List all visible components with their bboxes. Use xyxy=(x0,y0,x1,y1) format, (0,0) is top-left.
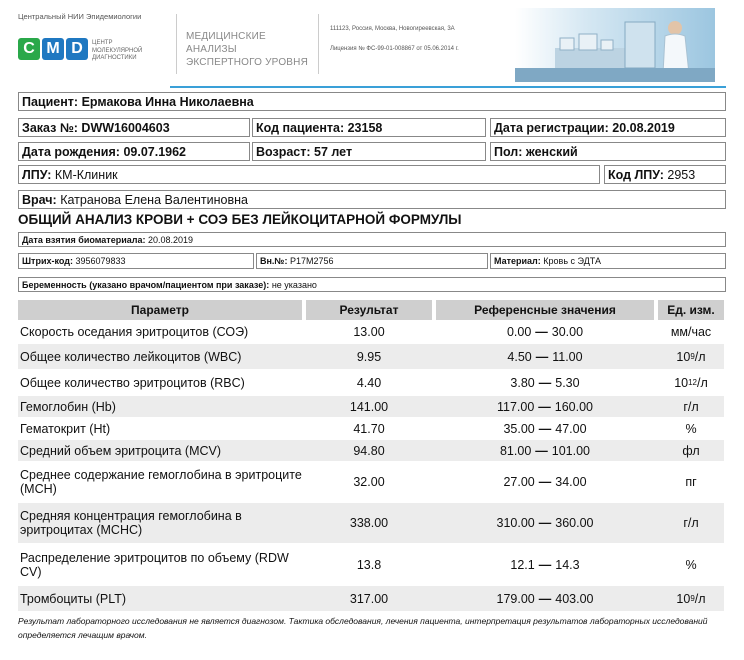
result-value: 13.8 xyxy=(356,557,382,572)
pregnancy-label: Беременность (указано врачом/пациентом при заказе): xyxy=(22,279,270,290)
unit-suffix: /л xyxy=(697,375,708,390)
parameter-name: Распределение эритроцитов по объему (RDW CV) xyxy=(20,550,289,579)
logo-letter-c: C xyxy=(18,38,40,60)
range-dash: — xyxy=(538,399,551,414)
parameter-name: Скорость оседания эритроцитов (СОЭ) xyxy=(20,325,249,339)
sex-box xyxy=(490,142,726,161)
reference-range xyxy=(436,396,654,417)
material-box xyxy=(490,253,726,269)
report-header xyxy=(0,0,744,90)
col-header-unit: Ед. изм. xyxy=(658,300,724,320)
parameter-name: Средний объем эритроцита (MCV) xyxy=(20,443,222,458)
reference-high: 360.00 xyxy=(555,516,594,530)
col-header-parameter: Параметр xyxy=(18,300,302,320)
patient-code: 23158 xyxy=(347,120,383,135)
age-box xyxy=(252,142,486,161)
unit xyxy=(658,418,724,439)
reference-range xyxy=(436,370,654,395)
result-value: 94.80 xyxy=(353,443,385,458)
doctor-label: Врач: xyxy=(22,192,57,207)
reference-high: 34.00 xyxy=(555,475,587,489)
range-dash: — xyxy=(538,516,552,530)
result-value: 13.00 xyxy=(353,325,385,339)
reference-low: 310.00 xyxy=(496,516,535,530)
parameter-name: Тромбоциты (PLT) xyxy=(20,591,127,606)
reference-low: 4.50 xyxy=(507,349,532,364)
lpu-code-label: Код ЛПУ: xyxy=(608,167,664,182)
doctor-box xyxy=(18,190,726,209)
unit-base: фл xyxy=(682,443,700,458)
institute-name: Центральный НИИ Эпидемиологии xyxy=(18,12,142,21)
table-row xyxy=(18,586,724,611)
unit xyxy=(658,544,724,585)
header-divider xyxy=(318,14,319,74)
range-dash: — xyxy=(535,325,548,339)
unit xyxy=(658,396,724,417)
table-row xyxy=(18,418,724,439)
reference-high: 47.00 xyxy=(555,421,587,436)
reference-low: 179.00 xyxy=(496,591,535,606)
reference-range xyxy=(436,544,654,585)
unit-exponent: 12 xyxy=(688,378,698,387)
table-row xyxy=(18,544,724,585)
sample-date: 20.08.2019 xyxy=(147,234,194,245)
result-value: 9.95 xyxy=(356,349,382,364)
unit xyxy=(658,586,724,611)
order-label: Заказ №: xyxy=(22,120,78,135)
reference-range xyxy=(436,344,654,369)
range-dash: — xyxy=(535,349,549,364)
laboratory-photo xyxy=(515,8,715,82)
logo-letter-d: D xyxy=(66,38,88,60)
internal-number-box xyxy=(256,253,488,269)
reference-range xyxy=(436,440,654,461)
dob-label: Дата рождения: xyxy=(22,144,120,159)
table-row xyxy=(18,344,724,369)
result-value: 141.00 xyxy=(349,399,389,414)
unit-base: 10 xyxy=(676,591,691,606)
range-dash: — xyxy=(538,591,552,606)
reference-low: 27.00 xyxy=(503,475,535,489)
license-info: Лицензия № ФС-99-01-008867 от 05.06.2014 г. xyxy=(330,46,459,52)
registration-date-box xyxy=(490,118,726,137)
lpu-code-value: 2953 xyxy=(667,167,696,182)
parameter-name: Общее количество лейкоцитов (WBC) xyxy=(20,349,242,364)
barcode-box xyxy=(18,253,254,269)
analysis-title: ОБЩИЙ АНАЛИЗ КРОВИ + СОЭ БЕЗ ЛЕЙКОЦИТАРНОЙ ФОРМУЛЫ xyxy=(18,212,462,227)
patient-name-box xyxy=(18,92,726,111)
unit xyxy=(658,440,724,461)
registration-date: 20.08.2019 xyxy=(612,120,675,135)
registration-label: Дата регистрации: xyxy=(494,120,609,135)
parameter-name: Гемоглобин (Hb) xyxy=(20,399,116,414)
reference-low: 35.00 xyxy=(503,421,535,436)
reference-low: 3.80 xyxy=(510,375,535,390)
unit-base: мм/час xyxy=(670,325,712,339)
unit xyxy=(658,503,724,543)
lpu-code-box xyxy=(604,165,726,184)
order-box xyxy=(18,118,250,137)
pregnancy-box xyxy=(18,277,726,292)
patient-code-box xyxy=(252,118,486,137)
unit-exponent: 9 xyxy=(690,594,695,603)
reference-low: 117.00 xyxy=(496,399,535,414)
table-row xyxy=(18,321,724,343)
col-header-reference: Референсные значения xyxy=(436,300,654,320)
logo-letter-m: M xyxy=(42,38,64,60)
age-label: Возраст: xyxy=(256,144,311,159)
parameter-name: Гематокрит (Ht) xyxy=(20,421,111,436)
order-number: DWW16004603 xyxy=(81,120,170,135)
reference-low: 12.1 xyxy=(510,557,535,572)
barcode-value: 3956079833 xyxy=(75,256,126,266)
reference-low: 0.00 xyxy=(506,325,532,339)
unit-base: 10 xyxy=(674,375,689,390)
range-dash: — xyxy=(538,421,552,436)
result-value: 41.70 xyxy=(353,421,385,436)
result-value: 317.00 xyxy=(349,591,389,606)
cmd-logo xyxy=(18,38,90,60)
sample-date-label: Дата взятия биоматериала: xyxy=(22,234,146,245)
patient-name: Ермакова Инна Николаевна xyxy=(81,94,254,109)
reference-high: 101.00 xyxy=(551,443,590,458)
material-label: Материал: xyxy=(494,256,541,266)
reference-range xyxy=(436,503,654,543)
unit-base: 10 xyxy=(676,349,691,364)
reference-range xyxy=(436,418,654,439)
table-row xyxy=(18,396,724,417)
reference-range xyxy=(436,462,654,502)
header-divider xyxy=(176,14,177,74)
reference-high: 30.00 xyxy=(551,325,584,339)
reference-high: 160.00 xyxy=(554,399,594,414)
tagline: МЕДИЦИНСКИЕ АНАЛИЗЫ ЭКСПЕРТНОГО УРОВНЯ xyxy=(186,31,309,68)
table-row xyxy=(18,462,724,502)
logo-subtitle: ЦЕНТР МОЛЕКУЛЯРНОЙ ДИАГНОСТИКИ xyxy=(92,40,143,61)
range-dash: — xyxy=(535,443,548,458)
unit xyxy=(658,370,724,395)
patient-label: Пациент: xyxy=(22,94,79,109)
col-header-result: Результат xyxy=(306,300,432,320)
table-row xyxy=(18,503,724,543)
unit-base: пг xyxy=(685,475,697,489)
unit-base: г/л xyxy=(683,516,699,530)
lab-address: 111123, Россия, Москва, Новогиреевская, 3А xyxy=(330,26,455,32)
patient-code-label: Код пациента: xyxy=(256,120,345,135)
result-value: 338.00 xyxy=(349,516,389,530)
unit-exponent: 9 xyxy=(690,352,695,361)
internal-number: P17M2756 xyxy=(289,256,334,266)
unit xyxy=(658,321,724,343)
parameter-name: Общее количество эритроцитов (RBC) xyxy=(20,375,245,390)
sex-value: женский xyxy=(525,144,578,159)
unit xyxy=(658,462,724,502)
reference-high: 14.3 xyxy=(555,557,580,572)
barcode-label: Штрих-код: xyxy=(22,256,73,266)
unit-base: г/л xyxy=(683,399,699,414)
header-accent-line xyxy=(170,86,726,88)
unit-suffix: /л xyxy=(694,349,706,364)
reference-high: 11.00 xyxy=(552,349,583,364)
internal-number-label: Вн.№: xyxy=(260,256,288,266)
dob-value: 09.07.1962 xyxy=(123,144,186,159)
parameter-name: Средняя концентрация гемоглобина в эритроцитах (MCHC) xyxy=(20,509,242,537)
sex-label: Пол: xyxy=(494,144,523,159)
reference-range xyxy=(436,586,654,611)
pregnancy-value: не указано xyxy=(271,279,317,290)
range-dash: — xyxy=(538,375,552,390)
reference-high: 5.30 xyxy=(555,375,580,390)
range-dash: — xyxy=(538,475,552,489)
reference-high: 403.00 xyxy=(555,591,594,606)
unit-base: % xyxy=(685,557,697,572)
table-row xyxy=(18,440,724,461)
unit xyxy=(658,344,724,369)
sample-date-box xyxy=(18,232,726,247)
unit-base: % xyxy=(685,421,697,436)
reference-range xyxy=(436,321,654,343)
reference-low: 81.00 xyxy=(499,443,532,458)
result-value: 4.40 xyxy=(356,375,382,390)
disclaimer: Результат лабораторного исследования не является диагнозом. Тактика обследования, лечения пациента, интерпретация результатов лабораторных исследований определяется лечащим врачом. xyxy=(18,616,708,640)
age-value: 57 лет xyxy=(314,144,353,159)
lpu-box xyxy=(18,165,600,184)
range-dash: — xyxy=(538,557,552,572)
dob-box xyxy=(18,142,250,161)
result-value: 32.00 xyxy=(353,475,385,489)
material-value: Кровь с ЭДТА xyxy=(543,256,601,266)
lpu-value: КМ-Клиник xyxy=(54,167,118,182)
doctor-name: Катранова Елена Валентиновна xyxy=(60,192,248,207)
lpu-label: ЛПУ: xyxy=(22,167,52,182)
table-row xyxy=(18,370,724,395)
parameter-name: Среднее содержание гемоглобина в эритроците (MCH) xyxy=(20,468,302,496)
unit-suffix: /л xyxy=(694,591,706,606)
